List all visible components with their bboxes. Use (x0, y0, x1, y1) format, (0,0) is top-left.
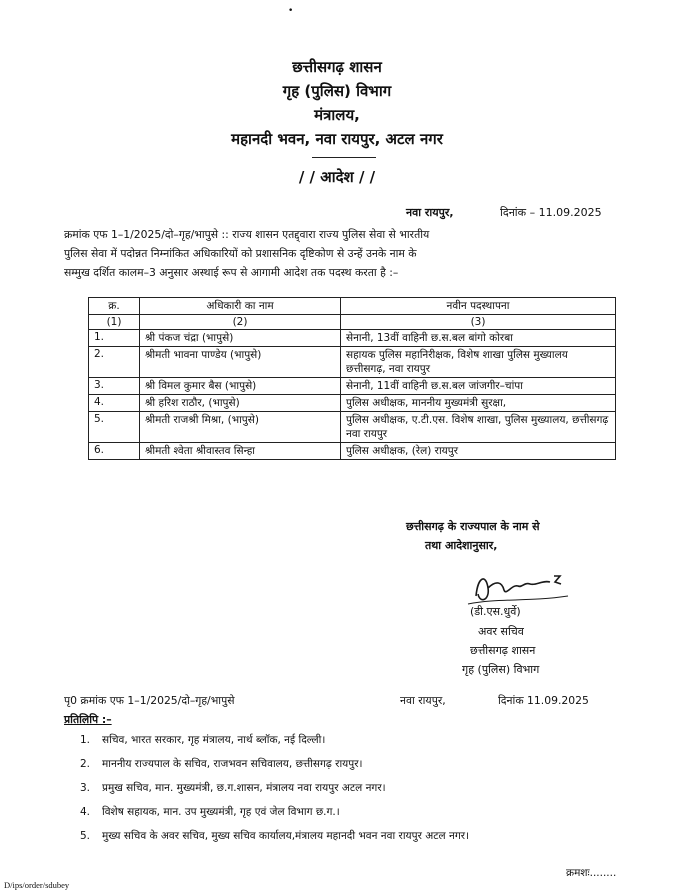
list-item (80, 732, 640, 749)
department-line: गृह (पुलिस) विभाग (282, 82, 392, 100)
list-item (80, 804, 640, 821)
closing-line-2: तथा आदेशानुसार, (425, 539, 498, 552)
endorsement-ref: पृ0 क्रमांक एफ 1–1/2025/दो–गृह/भापुसे (64, 694, 235, 707)
col-number-1: (1) (89, 315, 140, 330)
list-item-text: विशेष सहायक, मान. उप मुख्यमंत्री, गृह एवं जेल विभाग छ.ग.। (102, 806, 340, 818)
place: नवा रायपुर, (406, 206, 454, 219)
order-paragraph (64, 225, 624, 282)
list-item-number: 4. (80, 806, 91, 818)
endorsement-place: नवा रायपुर, (400, 694, 446, 707)
signatory-govt: छत्तीसगढ़ शासन (470, 644, 536, 657)
list-item-number: 2. (80, 758, 91, 770)
row-posting: पुलिस अधीक्षक, ए.टी.एस. विशेष शाखा, पुलिस मुख्यालय, छत्तीसगढ़ नवा रायपुर (341, 412, 616, 443)
col-number-3: (3) (341, 315, 616, 330)
posting-table (88, 297, 616, 460)
copy-label: प्रतिलिपि :– (64, 713, 112, 726)
row-serial: 5. (89, 412, 140, 443)
copy-list (80, 732, 640, 852)
list-item-text: प्रमुख सचिव, मान. मुख्यमंत्री, छ.ग.शासन, मंत्रालय नवा रायपुर अटल नगर। (102, 782, 386, 794)
col-number-2: (2) (140, 315, 341, 330)
continued-label: क्रमशः........ (566, 867, 617, 879)
row-officer-name: श्री पंकज चंद्रा (भापुसे) (140, 330, 341, 347)
list-item-number: 1. (80, 734, 91, 746)
table-header-row (89, 298, 616, 315)
row-officer-name: श्री विमल कुमार बैस (भापुसे) (140, 378, 341, 395)
row-serial: 2. (89, 347, 140, 378)
row-posting: सहायक पुलिस महानिरीक्षक, विशेष शाखा पुलिस मुख्यालय छत्तीसगढ़, नवा रायपुर (341, 347, 616, 378)
header-officer-name: अधिकारी का नाम (140, 298, 341, 315)
table-row (89, 378, 616, 395)
address-line: महानदी भवन, नवा रायपुर, अटल नगर (231, 130, 443, 148)
signatory-designation: अवर सचिव (478, 625, 524, 638)
header-serial: क्र. (89, 298, 140, 315)
order-date: दिनांक – 11.09.2025 (500, 206, 602, 219)
row-serial: 6. (89, 443, 140, 460)
row-posting: सेनानी, 11वीं वाहिनी छ.स.बल जांजगीर–चांपा (341, 378, 616, 395)
signatory-dept: गृह (पुलिस) विभाग (462, 663, 540, 676)
header-new-posting: नवीन पदस्थापना (341, 298, 616, 315)
dot-mark: • (288, 6, 294, 16)
closing-line-1: छत्तीसगढ़ के राज्यपाल के नाम से (406, 520, 540, 533)
row-serial: 4. (89, 395, 140, 412)
list-item (80, 828, 640, 845)
row-officer-name: श्रीमती राजश्री मिश्रा, (भापुसे) (140, 412, 341, 443)
order-title: / / आदेश / / (298, 168, 376, 186)
list-item (80, 780, 640, 797)
table-row (89, 347, 616, 378)
signatory-name: (डी.एस.धुर्वे) (470, 605, 521, 618)
row-posting: पुलिस अधीक्षक, (रेल) रायपुर (341, 443, 616, 460)
order-paragraph-line-3: सम्मुख दर्शित कालम–3 अनुसार अस्थाई रूप से आगामी आदेश तक पदस्थ करता है :– (64, 266, 399, 279)
table-row (89, 443, 616, 460)
table-column-number-row (89, 315, 616, 330)
row-serial: 1. (89, 330, 140, 347)
file-path: D/ips/order/sdubey (4, 880, 70, 890)
row-officer-name: श्रीमती श्वेता श्रीवास्तव सिन्हा (140, 443, 341, 460)
order-paragraph-line-1: क्रमांक एफ 1–1/2025/दो–गृह/भापुसे :: राज्य शासन एतद्द्वारा राज्य पुलिस सेवा से भारतीय (64, 228, 430, 241)
endorsement-date: दिनांक 11.09.2025 (498, 694, 589, 707)
list-item-text: मुख्य सचिव के अवर सचिव, मुख्य सचिव कार्यालय,मंत्रालय महानदी भवन नवा रायपुर अटल नगर। (102, 830, 470, 842)
list-item (80, 756, 640, 773)
list-item-text: सचिव, भारत सरकार, गृह मंत्रालय, नार्थ ब्लॉक, नई दिल्ली। (102, 734, 326, 746)
order-paragraph-line-2: पुलिस सेवा में पदोन्नत निम्नांकित अधिकारियों को प्रशासनिक दृष्टिकोण से उन्हें उनके नाम के (64, 247, 417, 260)
list-item-text: माननीय राज्यपाल के सचिव, राजभवन सचिवालय, छत्तीसगढ़ रायपुर। (102, 758, 363, 770)
header-divider (312, 157, 376, 158)
row-officer-name: श्रीमती भावना पाण्डेय (भापुसे) (140, 347, 341, 378)
row-posting: पुलिस अधीक्षक, माननीय मुख्यमंत्री सुरक्षा, (341, 395, 616, 412)
row-posting: सेनानी, 13वीं वाहिनी छ.स.बल बांगो कोरबा (341, 330, 616, 347)
list-item-number: 5. (80, 830, 91, 842)
table-row (89, 412, 616, 443)
ministry-line: मंत्रालय, (314, 106, 360, 124)
table-row (89, 330, 616, 347)
govt-line: छत्तीसगढ़ शासन (292, 58, 382, 76)
row-serial: 3. (89, 378, 140, 395)
list-item-number: 3. (80, 782, 91, 794)
table-row (89, 395, 616, 412)
row-officer-name: श्री हरिश राठौर, (भापुसे) (140, 395, 341, 412)
